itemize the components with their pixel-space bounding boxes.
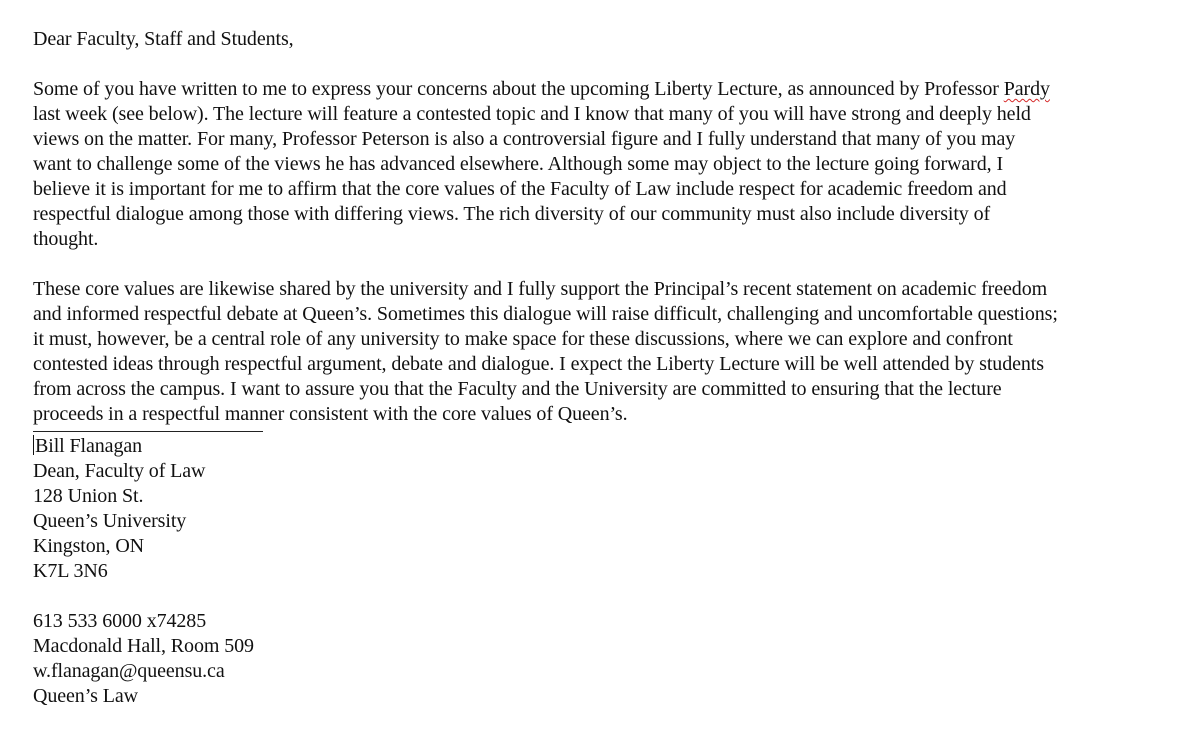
signature-phone: 613 533 6000 x74285	[33, 610, 207, 632]
paragraph-2-line-2: and informed respectful debate at Queen’s. Sometimes this dialogue will raise difficult, challenging and uncomfortable questions;	[33, 303, 1058, 325]
signature-rule	[33, 431, 263, 432]
signature-university: Queen’s University	[33, 510, 187, 532]
paragraph-2-line-5: from across the campus. I want to assure you that the Faculty and the University are committed to ensuring that the lecture	[33, 378, 1002, 400]
signature-email: w.flanagan@queensu.ca	[33, 660, 225, 682]
signature-city: Kingston, ON	[33, 535, 145, 557]
signature-title: Dean, Faculty of Law	[33, 460, 206, 482]
paragraph-1-line-5: believe it is important for me to affirm that the core values of the Faculty of Law include respect for academic freedom and	[33, 178, 1007, 200]
paragraph-1-line-2: last week (see below). The lecture will feature a contested topic and I know that many of you will have strong and deeply held	[33, 103, 1031, 125]
spellcheck-flagged-word[interactable]: Pardy	[1003, 78, 1050, 100]
signature-street: 128 Union St.	[33, 485, 144, 507]
paragraph-2	[33, 277, 1173, 427]
signature-office: Macdonald Hall, Room 509	[33, 635, 254, 657]
signature-name: Bill Flanagan	[35, 435, 143, 457]
paragraph-1-line-7: thought.	[33, 228, 99, 250]
paragraph-2-line-1: These core values are likewise shared by the university and I fully support the Principal’s recent statement on academic freedom	[33, 278, 1048, 300]
paragraph-1-line-1	[33, 77, 1173, 102]
paragraph-1-line-3: views on the matter. For many, Professor Peterson is also a controversial figure and I fully understand that many of you may	[33, 128, 1016, 150]
blank-line	[33, 52, 1173, 77]
paragraph-2-line-6: proceeds in a respectful manner consistent with the core values of Queen’s.	[33, 403, 628, 425]
paragraph-1-line-4: want to challenge some of the views he has advanced elsewhere. Although some may object to the lecture going forward, I	[33, 153, 1004, 175]
text-cursor	[33, 435, 34, 455]
paragraph-2-line-4: contested ideas through respectful argument, debate and dialogue. I expect the Liberty Lecture will be well attended by students	[33, 353, 1044, 375]
signature-name-line[interactable]	[33, 434, 1173, 459]
blank-line	[33, 252, 1173, 277]
paragraph-1-line-1-text: Some of you have written to me to express your concerns about the upcoming Liberty Lecture, as announced by Professor	[33, 78, 1004, 100]
salutation: Dear Faculty, Staff and Students,	[33, 28, 294, 50]
paragraph-1-line-6: respectful dialogue among those with differing views. The rich diversity of our community must also include diversity of	[33, 203, 991, 225]
signature-org: Queen’s Law	[33, 685, 138, 707]
paragraph-2-line-3: it must, however, be a central role of any university to make space for these discussions, where we can explore and confront	[33, 328, 1013, 350]
paragraph-1	[33, 77, 1173, 252]
blank-line	[33, 584, 1173, 609]
document-page	[33, 27, 1173, 709]
signature-postal: K7L 3N6	[33, 560, 108, 582]
signature-block	[33, 434, 1173, 709]
